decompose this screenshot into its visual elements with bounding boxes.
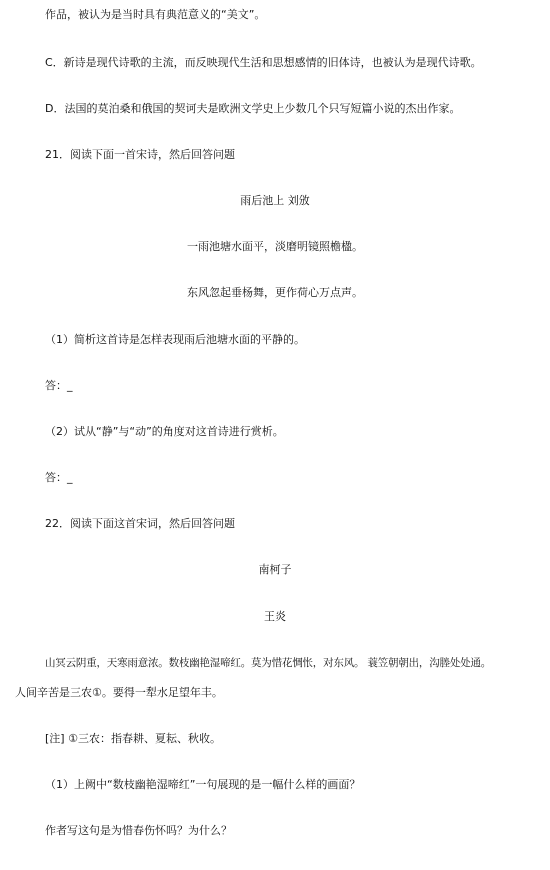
ci-line-2: 人间辛苦是三农①。要得一犁水足望年丰。	[15, 686, 223, 699]
question-22-1: （1）上阙中“数枝幽艳湿啼红”一句展现的是一幅什么样的画面？	[45, 778, 361, 791]
passage-line-option-b-end: 作品，被认为是当时具有典范意义的“美文”。	[45, 8, 266, 21]
option-d: D．法国的莫泊桑和俄国的契诃夫是欧洲文学史上少数几个只写短篇小说的杰出作家。	[45, 102, 461, 115]
poem-line-2: 东风忽起垂杨舞，更作荷心万点声。	[187, 286, 363, 299]
poem-title: 雨后池上 刘攽	[240, 194, 310, 207]
poem-line-1: 一雨池塘水面平，淡磨明镜照檐楹。	[187, 240, 363, 253]
ci-title: 南柯子	[258, 563, 292, 576]
ci-line-1: 山冥云阴重，天寒雨意浓。数枝幽艳湿啼红。莫为惜花惆怅，对东风。 蓑笠朝朝出，沟塍处处通。	[45, 657, 492, 669]
answer-21-1: 答：_	[45, 379, 73, 392]
option-c: C．新诗是现代诗歌的主流，而反映现代生活和思想感情的旧体诗，也被认为是现代诗歌。	[45, 56, 482, 69]
answer-21-2: 答：_	[45, 471, 73, 484]
question-22: 22．阅读下面这首宋词，然后回答问题	[45, 517, 235, 530]
question-22-1-followup: 作者写这句是为惜春伤怀吗？为什么？	[45, 824, 232, 837]
question-21-2: （2）试从“静”与“动”的角度对这首诗进行赏析。	[45, 425, 284, 438]
ci-author: 王炎	[264, 610, 286, 623]
question-21-1: （1）简析这首诗是怎样表现雨后池塘水面的平静的。	[45, 333, 305, 346]
question-21: 21．阅读下面一首宋诗，然后回答问题	[45, 148, 235, 161]
annotation-note: [注] ①三农：指春耕、夏耘、秋收。	[45, 732, 221, 745]
